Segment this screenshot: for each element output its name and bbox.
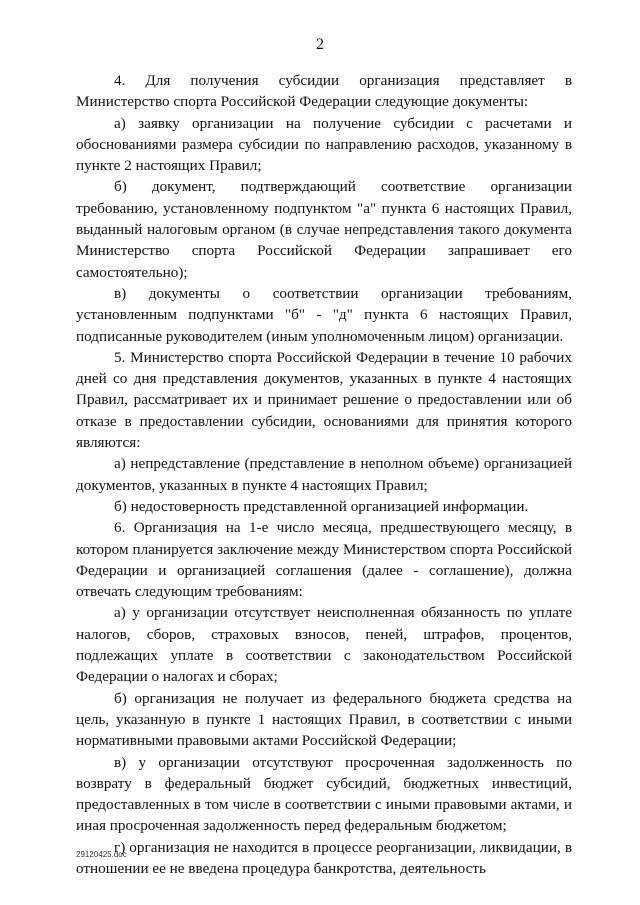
paragraph-4c: в) документы о соответствии организации требованиям, установленным подпунктами "б" - "д" пункта 6 настоящих Правил, подписанные руководителем (иным уполномоченным лицом) организации. — [76, 284, 572, 345]
paragraph-6a: а) у организации отсутствует неисполненная обязанность по уплате налогов, сборов, страховых взносов, пеней, штрафов, процентов, подлежащих уплате в соответствии с законодательством Российской Федерации о налогах и сборах; — [76, 604, 572, 686]
paragraph-4a: а) заявку организации на получение субсидии с расчетами и обоснованиями размера субсидии по направлению расходов, указанному в пункте 2 настоящих Правил; — [76, 114, 572, 175]
paragraph-6b: б) организация не получает из федерального бюджета средства на цель, указанную в пункте 1 настоящих Правил, в соответствии с иными нормативными правовыми актами Российской Федерации; — [76, 689, 572, 750]
file-name-footer: 29120425.doc — [76, 850, 127, 859]
paragraph-4b: б) документ, подтверждающий соответствие организации требованию, установленному подпунктом "а" пункта 6 настоящих Правил, выданный налоговым органом (в случае непредставления такого документа Министерство спорта Российской Федерации запрашивает его самостоятельно); — [76, 178, 572, 281]
paragraph-6d: г) организация не находится в процессе реорганизации, ликвидации, в отношении ее не введена процедура банкротства, деятельность — [76, 838, 572, 877]
paragraph-6-intro: 6. Организация на 1-е число месяца, предшествующего месяцу, в котором планируется заключение между Министерством спорта Российской Федерации и организацией соглашения (далее - соглашение), должна отвечать следующим требованиям: — [76, 519, 572, 601]
paragraph-5-intro: 5. Министерство спорта Российской Федерации в течение 10 рабочих дней со дня представления документов, указанных в пункте 4 настоящих Правил, рассматривает их и принимает решение о предоставлении или об отказе в предоставлении субсидии, основаниями для принятия которого являются: — [76, 348, 572, 452]
document-body — [76, 70, 572, 879]
paragraph-5b: б) недостоверность представленной организацией информации. — [114, 497, 529, 515]
paragraph-4-intro: 4. Для получения субсидии организация представляет в Министерство спорта Российской Федерации следующие документы: — [76, 72, 572, 111]
paragraph-5a: а) непредставление (представление в неполном объеме) организацией документов, указанных в пункте 4 настоящих Правил; — [76, 455, 572, 494]
paragraph-6c: в) у организации отсутствуют просроченная задолженность по возврату в федеральный бюджет субсидий, бюджетных инвестиций, предоставленных в том числе в соответствии с иными правовыми актами, и иная просроченная задолженность перед федеральным бюджетом; — [76, 753, 572, 835]
page-number: 2 — [316, 36, 324, 53]
